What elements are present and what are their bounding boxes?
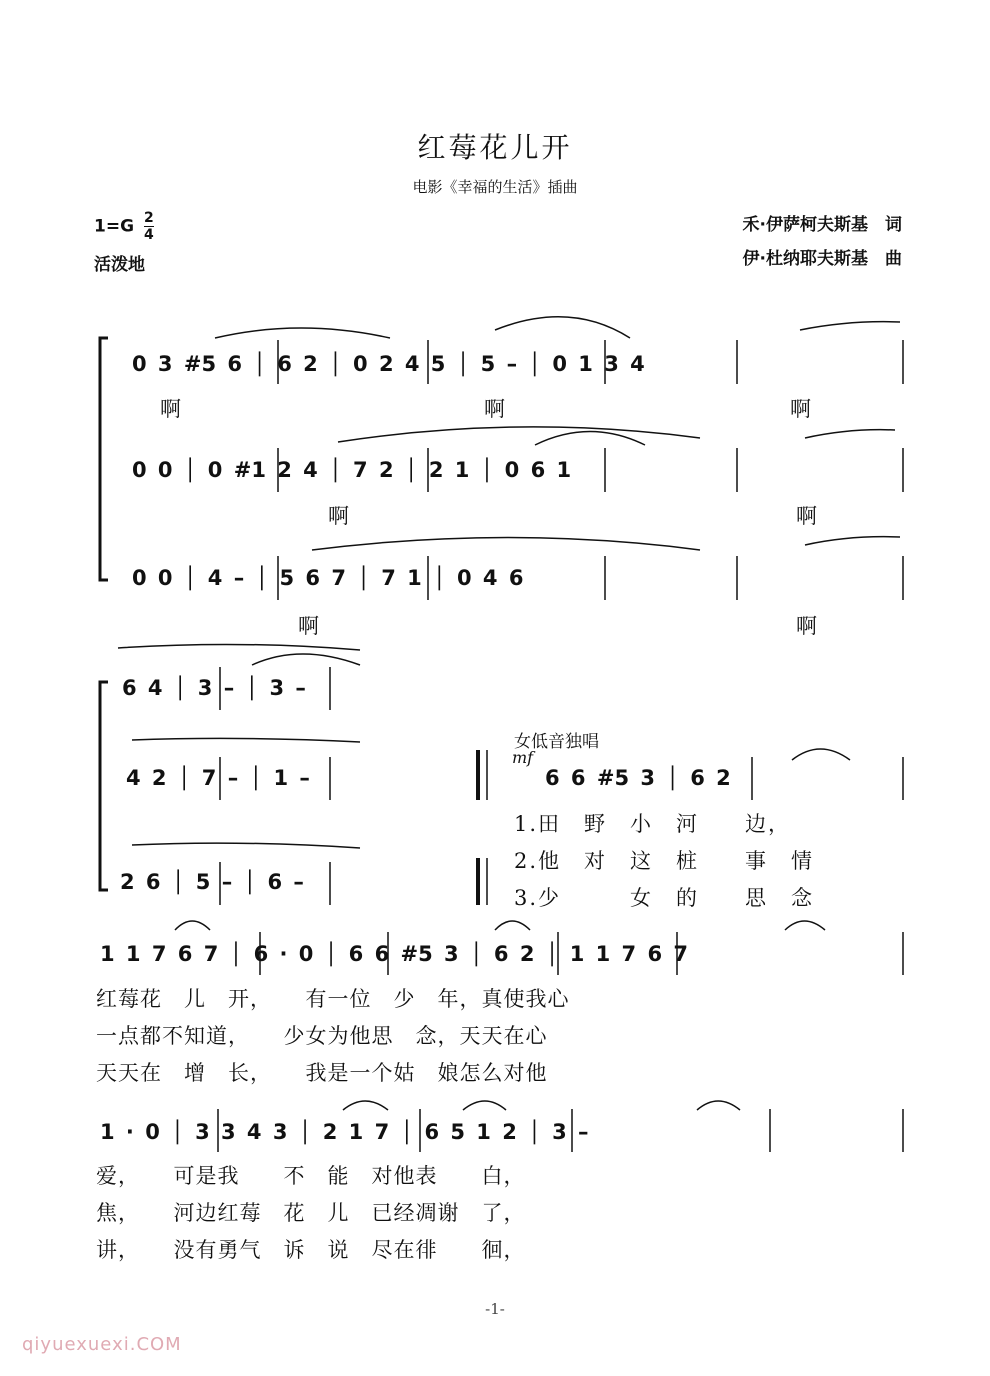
song-subtitle: 电影《幸福的生活》插曲 [412, 178, 578, 196]
slur [132, 738, 360, 742]
slur [215, 328, 390, 338]
lyric-ah: 啊 [298, 614, 320, 638]
slur [792, 749, 850, 760]
slur [800, 322, 900, 330]
slur [495, 317, 630, 338]
system1-voice2-notes: 0 0 │ 0 #1 2 4 │ 7 2 │ 2 1 │ 0 6 1 [132, 458, 572, 482]
system2-voice1-notes: 6 4 │ 3 – │ 3 – [122, 676, 306, 700]
system3-lyric2: 一点都不知道， 少女为他思 念，天天在心 [96, 1024, 548, 1048]
slur [175, 921, 210, 930]
system4-lyric2: 焦， 河边红莓 花 儿 已经凋谢 了， [96, 1201, 526, 1225]
slur [535, 432, 645, 446]
system4-notes: 1 · 0 │ 3 3 4 3 │ 2 1 7 │ 6 5 1 2 │ 3 – [100, 1120, 589, 1144]
solo-label: 女低音独唱 [514, 732, 599, 752]
system2-voice3-notes: 2 6 │ 5 – │ 6 – [120, 870, 304, 894]
slur [495, 921, 530, 930]
slur [805, 430, 895, 438]
system4-lyric1: 爱， 可是我 不 能 对他表 白， [96, 1164, 526, 1188]
system1-voice3-notes: 0 0 │ 4 – │ 5 6 7 │ 7 1 │ 0 4 6 [132, 566, 524, 590]
slur [805, 537, 900, 545]
lyric-ah: 啊 [796, 614, 818, 638]
solo-notes: 6 6 #5 3 │ 6 2 [545, 766, 731, 790]
slur [312, 538, 700, 551]
lyric-ah: 啊 [328, 504, 350, 528]
verse3-lyric: 3.少 女 的 思 念 [514, 886, 815, 910]
key-label: 1=G [94, 216, 135, 237]
lyric-ah: 啊 [796, 504, 818, 528]
system1-bracket [100, 338, 108, 580]
system3-lyric3: 天天在 增 长， 我是一个姑 娘怎么对他 [96, 1061, 548, 1085]
system2-voice2-notes: 4 2 │ 7 – │ 1 – [126, 766, 310, 790]
lyric-ah: 啊 [160, 397, 182, 421]
site-watermark: qiyuexuexi.COM [22, 1334, 182, 1355]
system1-voice1-notes: 0 3 #5 6 │ 6 2 │ 0 2 4 5 │ 5 – │ 0 1 3 4 [132, 352, 645, 376]
slur [338, 427, 700, 442]
system4-lyric3: 讲， 没有勇气 诉 说 尽在徘 徊， [96, 1238, 526, 1262]
slur [118, 644, 360, 650]
system3-lyric1: 红莓花 儿 开， 有一位 少 年，真使我心 [96, 987, 570, 1011]
time-top: 2 [143, 210, 154, 226]
tempo-marking: 活泼地 [94, 255, 145, 275]
verse2-lyric: 2.他 对 这 桩 事 情 [514, 849, 815, 873]
composer-credit: 伊·杜纳耶夫斯基 曲 [742, 249, 902, 269]
song-title: 红莓花儿开 [417, 131, 573, 164]
system3-notes: 1 1 7 6 7 │ 6 · 0 │ 6 6 #5 3 │ 6 2 │ 1 1 7 6 7 [100, 942, 689, 966]
dynamic-marking: mf [512, 748, 534, 767]
slur [697, 1101, 740, 1110]
slur [463, 1101, 506, 1110]
system2-bracket [100, 682, 108, 890]
lyric-ah: 啊 [790, 397, 812, 421]
lyricist-credit: 禾·伊萨柯夫斯基 词 [742, 215, 902, 235]
time-bottom: 4 [143, 227, 154, 243]
page-number: -1- [485, 1300, 505, 1318]
slur [785, 921, 825, 930]
verse1-lyric: 1.田 野 小 河 边， [514, 812, 792, 836]
lyric-ah: 啊 [484, 397, 506, 421]
slur [252, 654, 360, 665]
slur [343, 1101, 388, 1110]
slur [132, 843, 360, 848]
